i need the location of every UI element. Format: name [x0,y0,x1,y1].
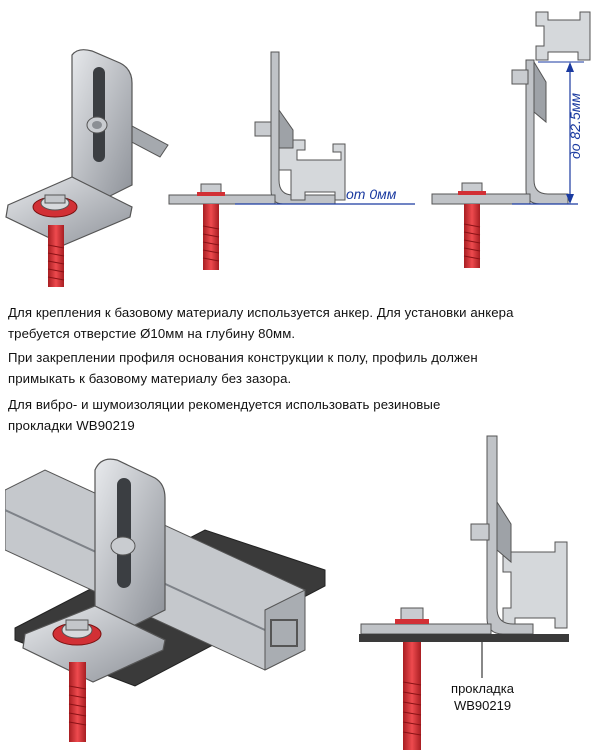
paragraph-insulation-line1: Для вибро- и шумоизоляции рекомендуется использовать резиновые [8,397,441,412]
paragraph-anchor [8,302,593,344]
pad-caption-label: прокладка [451,681,514,696]
dimension-min-label: от 0мм [346,186,397,202]
pad-caption [435,680,530,714]
paragraph-insulation [8,394,593,436]
dimension-max-label: до 82.5мм [567,93,583,159]
paragraph-floor [8,347,593,389]
paragraph-floor-line2: примыкать к базовому материалу без зазора. [8,371,292,386]
pad-caption-code: WB90219 [453,698,512,713]
paragraph-anchor-line2: требуется отверстие Ø10мм на глубину 80мм. [8,326,296,341]
bracket-isometric-figure [0,45,175,295]
bracket-profile-pad-figure [5,450,340,754]
paragraph-insulation-line2: прокладки WB90219 [8,418,135,433]
paragraph-floor-line1: При закреплении профиля основания конструкции к полу, профиль должен [8,350,478,365]
paragraph-anchor-line1: Для крепления к базовому материалу используется анкер. Для установки анкера [8,305,514,320]
bracket-side-min-figure [165,40,415,295]
